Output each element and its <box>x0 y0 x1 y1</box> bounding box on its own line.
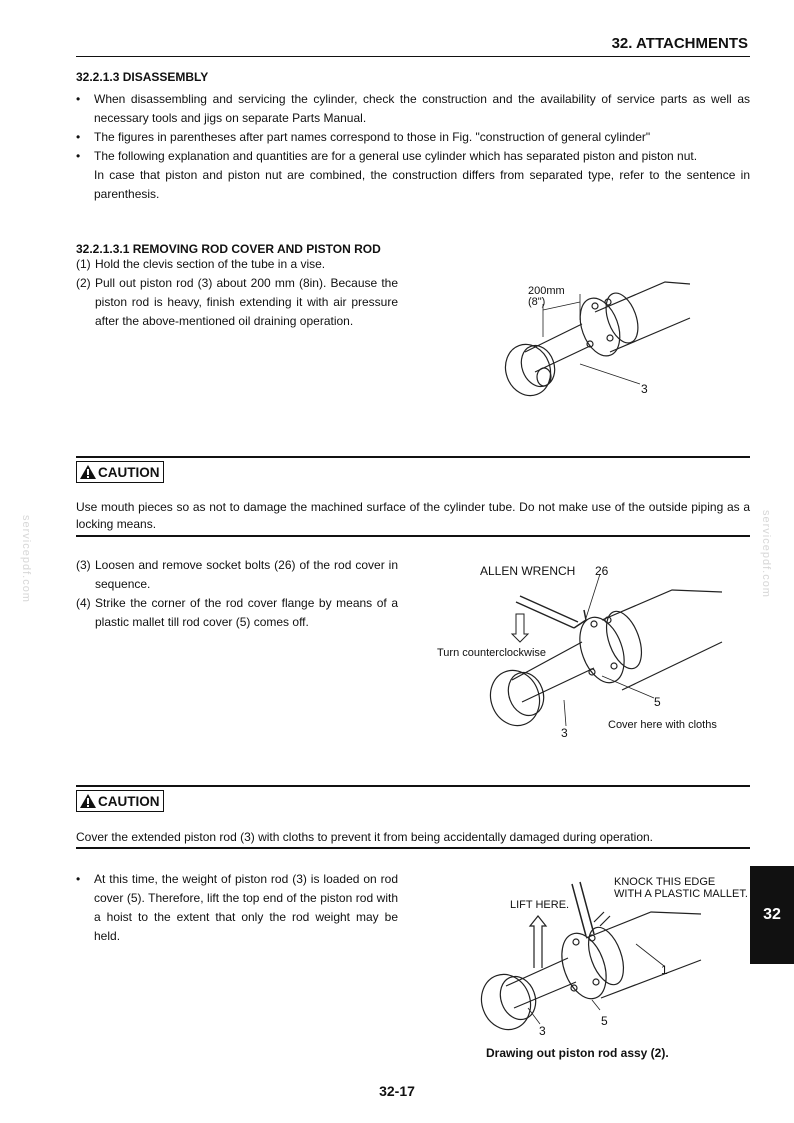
bullet-continuation: In case that piston and piston nut are combined, the construction differs from separated type, refer to the sentence in parenthesis. <box>94 168 750 201</box>
list-item: • The figures in parentheses after part names correspond to those in Fig. "construction of general cylinder" <box>76 130 651 144</box>
bullet-list <box>76 870 398 946</box>
step-text: Loosen and remove socket bolts (26) of the rod cover in sequence. <box>95 558 398 591</box>
caution-top-rule <box>76 456 750 458</box>
bullet-text: At this time, the weight of piston rod (3) is loaded on rod cover (5). Therefore, lift the top end of the piston rod with a hoist to the extent that only the rod weight may be held. <box>94 872 398 943</box>
caution-badge <box>76 790 164 812</box>
dimension-in: (8") <box>528 296 546 308</box>
list-item <box>76 556 398 594</box>
allen-wrench-label: ALLEN WRENCH <box>480 564 576 578</box>
piston-rod-extension-figure <box>490 272 690 412</box>
knock-edge-label <box>614 876 748 900</box>
list-item <box>76 594 398 632</box>
page-number: 32-17 <box>379 1083 415 1099</box>
watermark-right: servicepdf.com <box>760 510 772 598</box>
bullet-text: When disassembling and servicing the cylinder, check the construction and the availability of service parts as well as necessary tools and jigs on separate Parts Manual. <box>94 92 750 125</box>
rod-cover-removal-figure <box>482 580 722 740</box>
callout-3: 3 <box>561 726 568 740</box>
turn-direction-label: Turn counterclockwise <box>437 647 547 659</box>
list-item: • At this time, the weight of piston rod (3) is loaded on rod cover (5). Therefore, lift the top end of the piston rod with a hoist to the extent that only the rod weight may be held. <box>76 872 398 943</box>
callout-26: 26 <box>595 564 609 578</box>
knock-edge-line1: KNOCK THIS EDGE <box>614 876 716 888</box>
header-rule <box>76 56 750 57</box>
subsection-heading: 32.2.1.3.1 REMOVING ROD COVER AND PISTON ROD <box>76 242 381 256</box>
warning-icon <box>79 793 97 809</box>
caution-text: Use mouth pieces so as not to damage the machined surface of the cylinder tube. Do not make use of the outside piping as a locking means. <box>76 500 750 531</box>
callout-5: 5 <box>601 1014 608 1028</box>
list-item <box>76 255 398 274</box>
chapter-title: 32. ATTACHMENTS <box>611 35 748 52</box>
bullet-text: The figures in parentheses after part names correspond to those in Fig. "construction of general cylinder" <box>94 130 651 144</box>
step-number: (3) <box>76 558 91 572</box>
steps-group-2 <box>76 556 398 632</box>
step-text: Hold the clevis section of the tube in a vise. <box>95 257 326 271</box>
step-text: Strike the corner of the rod cover flange by means of a plastic mallet till rod cover (5) comes off. <box>95 596 398 629</box>
caution-label: CAUTION <box>98 464 160 480</box>
caution-bottom-rule <box>76 847 750 849</box>
step-text: Pull out piston rod (3) about 200 mm (8in). Because the piston rod is heavy, finish extending it with air pressure after the above-mentioned oil draining operation. <box>95 276 398 328</box>
caution-badge <box>76 461 164 483</box>
bullet-list <box>76 90 750 204</box>
list-item <box>76 274 398 331</box>
callout-5: 5 <box>654 695 661 709</box>
knock-edge-line2: WITH A PLASTIC MALLET. <box>614 888 748 900</box>
step-number: (1) <box>76 257 91 271</box>
step-number: (4) <box>76 596 91 610</box>
list-item: • When disassembling and servicing the cylinder, check the construction and the availability of service parts as well as necessary tools and jigs on separate Parts Manual. <box>76 92 750 125</box>
watermark-left: servicepdf.com <box>20 515 32 603</box>
warning-icon <box>79 464 97 480</box>
caution-label: CAUTION <box>98 793 160 809</box>
callout-3: 3 <box>539 1024 546 1038</box>
list-item: • The following explanation and quantities are for a general use cylinder which has separated piston and piston nut. <box>76 149 698 163</box>
caution-bottom-rule <box>76 535 750 537</box>
lift-here-label: LIFT HERE. <box>510 899 570 911</box>
cloth-note-label: Cover here with cloths <box>608 719 717 731</box>
dimension-mm: 200mm <box>528 285 565 297</box>
callout-3: 3 <box>641 382 648 396</box>
callout-1: 1 <box>661 963 668 977</box>
figure-caption: Drawing out piston rod assy (2). <box>486 1046 669 1060</box>
bullet-text: The following explanation and quantities are for a general use cylinder which has separated piston and piston nut. <box>94 149 698 163</box>
step-number: (2) <box>76 276 91 290</box>
chapter-tab: 32 <box>750 866 794 964</box>
section-heading: 32.2.1.3 DISASSEMBLY <box>76 70 209 84</box>
dimension-label <box>528 286 565 308</box>
caution-text: Cover the extended piston rod (3) with cloths to prevent it from being accidentally damaged during operation. <box>76 830 653 844</box>
caution-top-rule <box>76 785 750 787</box>
steps-group-1 <box>76 255 398 331</box>
